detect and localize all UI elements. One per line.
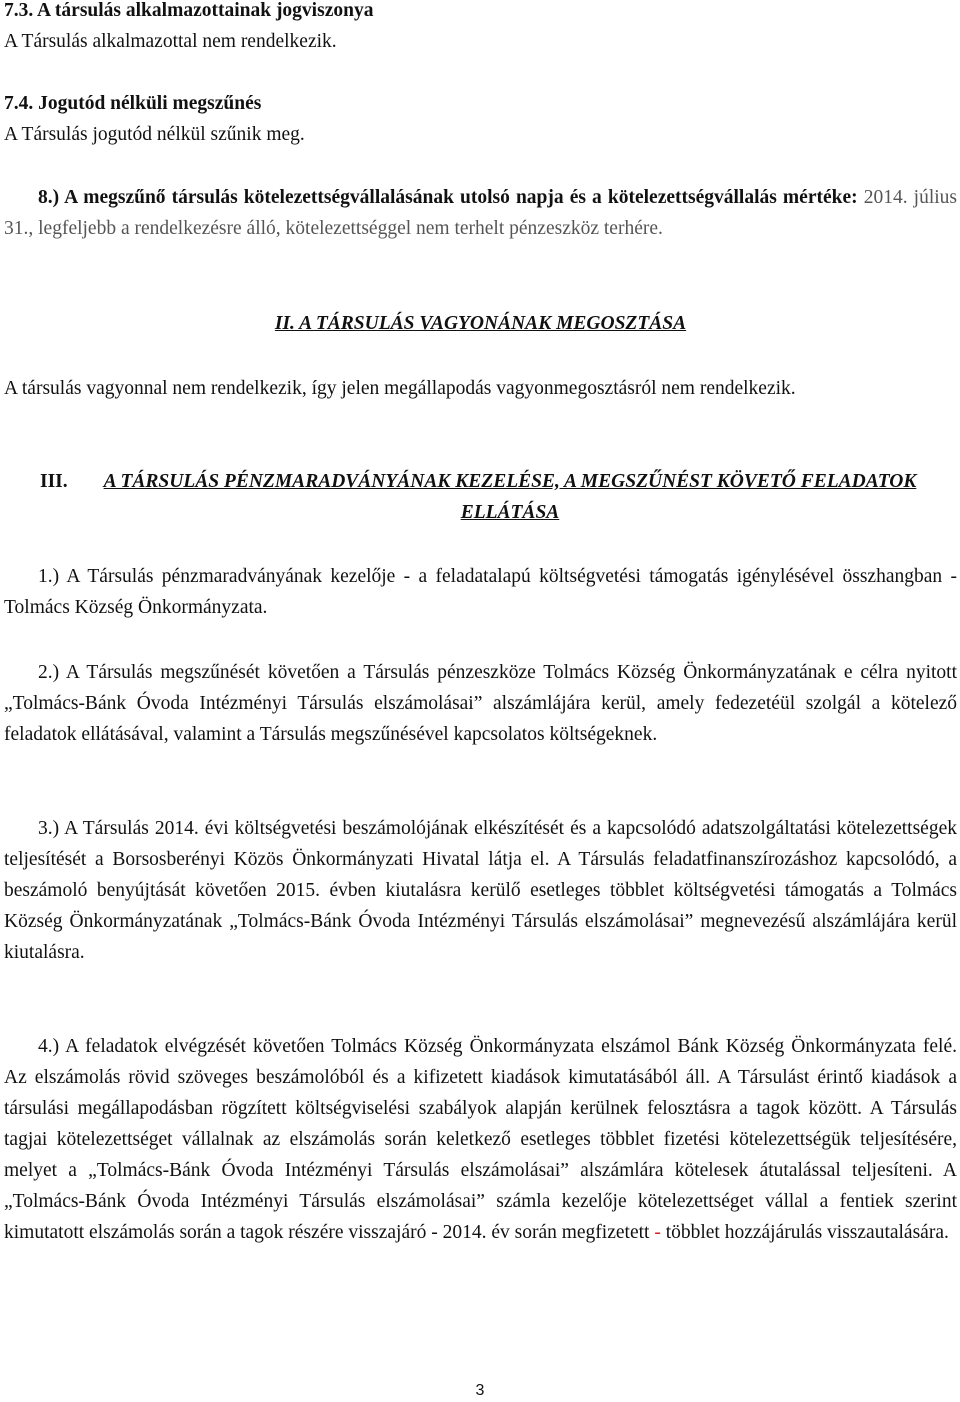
section-2-text: A társulás vagyonnal nem rendelkezik, így jelen megállapodás vagyonmegosztásról nem rendelkezik. [4, 378, 796, 399]
section-3-title: A TÁRSULÁS PÉNZMARADVÁNYÁNAK KEZELÉSE, A MEGSZŰNÉST KÖVETŐ FELADATOK ELLÁTÁSA [103, 471, 917, 523]
section-7-4-text: A Társulás jogutód nélkül szűnik meg. [4, 124, 305, 145]
section-3-paragraph-4-dash: - [649, 1222, 666, 1243]
section-7-4-heading: 7.4. Jogutód nélküli megszűnés [4, 93, 262, 114]
section-8-rest: , legfeljebb a rendelkezésre álló, kötelezettséggel nem terhelt pénzeszköz terhére. [28, 218, 663, 239]
section-3-paragraph-3: 3.) A Társulás 2014. évi költségvetési beszámolójának elkészítését és a kapcsolódó adatszolgáltatási kötelezettségek teljesítését a Borsosberényi Közös Önkormányzati Hivatal látja el. A Társulás feladatfinanszírozáshoz kapcsolódó, a beszámoló benyújtását követően 2015. évben kiutalásra kerülő esetleges többlet költségvetési támogatás a Tolmács Község Önkormányzatának „Tolmács-Bánk Óvoda Intézményi Társulás elszámolásai” megnevezésű alszámlájára kerül kiutalásra. [4, 818, 957, 963]
section-7-3-heading: 7.3. A társulás alkalmazottainak jogviszonya [4, 0, 374, 21]
section-2-title: II. A TÁRSULÁS VAGYONÁNAK MEGOSZTÁSA [274, 313, 687, 334]
section-3-paragraph-4-end: többlet hozzájárulás visszautalására. [665, 1222, 949, 1243]
section-7-3-text: A Társulás alkalmazottal nem rendelkezik. [4, 31, 337, 52]
page-number: 3 [475, 1382, 485, 1399]
section-8-date: 2014. július 31. [4, 187, 958, 239]
section-3-paragraph-4-main: 4.) A feladatok elvégzését követően Tolmács Község Önkormányzata elszámol Bánk Község Önkormányzata felé. Az elszámolás rövid szöveges beszámolóból és a kifizetett kiadások kimutatásából áll. A Társulást érintő kiadások a társulási megállapodásban rögzített költségviselési szabályok alapján kerülnek felosztásra a tagok között. A Társulás tagjai kötelezettséget vállalnak az elszámolás során keletkező esetleges többlet fizetési kötelezettségük teljesítésére, melyet a „Tolmács-Bánk Óvoda Intézményi Társulás elszámolásai” alszámlára kötelesek átutalással teljesíteni. A „Tolmács-Bánk Óvoda Intézményi Társulás elszámolásai” számla kezelője kötelezettséget vállal a fentiek szerint kimutatott elszámolás során a tagok részére visszajáró - 2014. év során megfizetett [4, 1036, 957, 1243]
section-3-paragraph-4 [4, 1031, 957, 1248]
section-3-paragraph-1: 1.) A Társulás pénzmaradványának kezelője - a feladatalapú költségvetési támogatás igénylésével összhangban - Tolmács Község Önkormányzata. [4, 566, 957, 618]
section-8-paragraph [4, 182, 957, 244]
section-8-bold-text: 8.) A megszűnő társulás kötelezettségvállalásának utolsó napja és a kötelezettségvállalás mértéke: [38, 187, 858, 208]
section-3-paragraph-2: 2.) A Társulás megszűnését követően a Társulás pénzeszköze Tolmács Község Önkormányzatának e célra nyitott „Tolmács-Bánk Óvoda Intézményi Társulás elszámolásai” alszámlájára kerül, amely fedezetéül szolgál a kötelező feladatok ellátásával, valamint a Társulás megszűnésével kapcsolatos költségeknek. [4, 662, 957, 745]
section-3-number: III. [40, 471, 68, 492]
